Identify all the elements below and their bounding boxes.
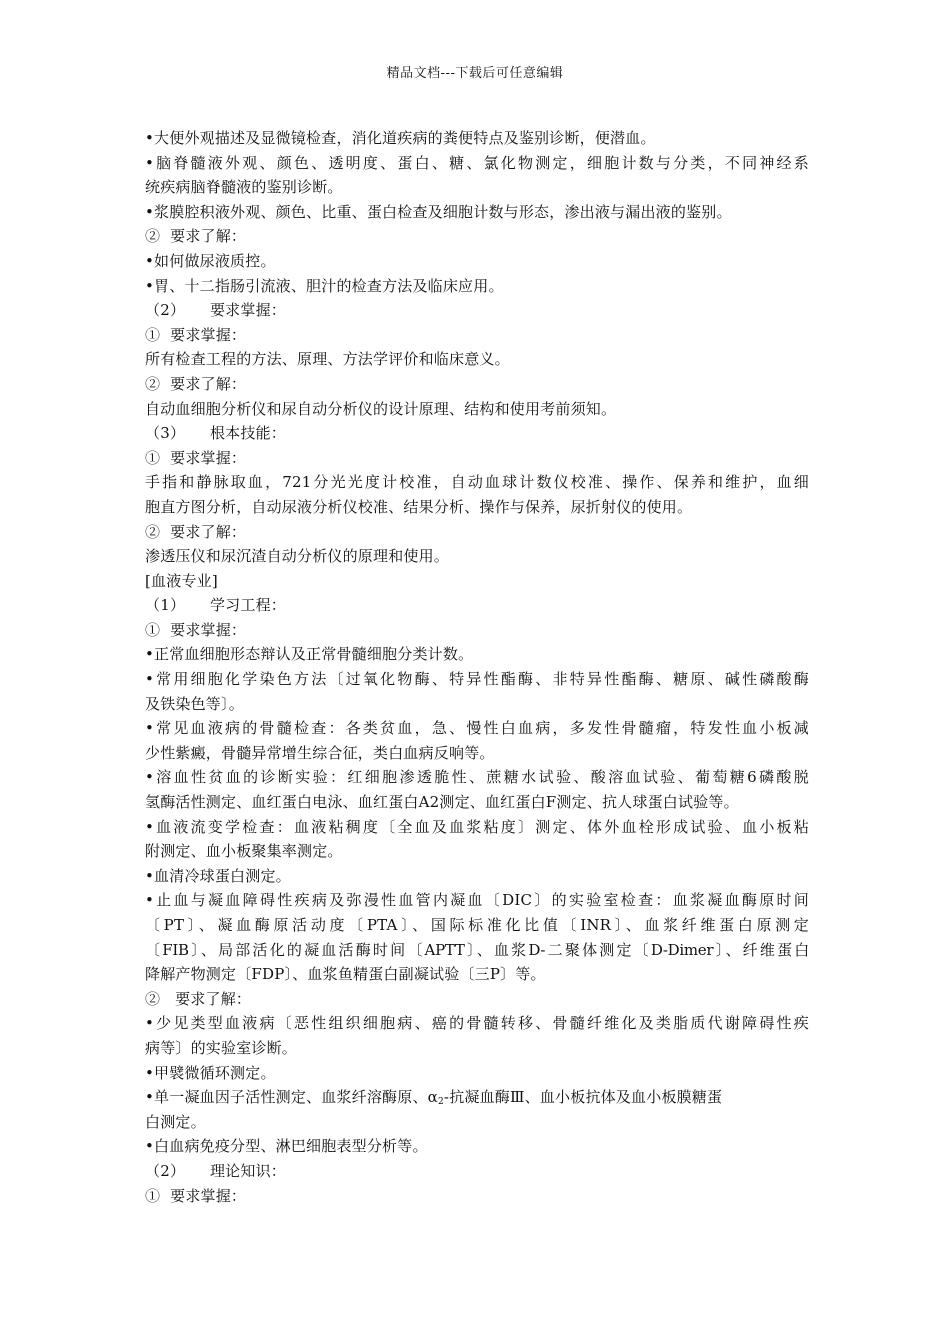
line-text: [血液专业] xyxy=(145,571,218,590)
line-text: 降解产物测定〔FDP〕、血浆鱼精蛋白副凝试验〔三P〕等。 xyxy=(145,965,546,984)
document-body xyxy=(145,126,809,1208)
text-line-l33 xyxy=(145,913,809,938)
line-text: ① 要求掌握： xyxy=(145,325,247,344)
text-line-l02 xyxy=(145,151,809,176)
line-text: ② 要求了解： xyxy=(145,522,247,541)
line-text: •白血病免疫分型、淋巴细胞表型分析等。 xyxy=(145,1137,428,1156)
line-text: （2） 理论知识： xyxy=(145,1161,286,1180)
text-line-l41 xyxy=(145,1110,809,1135)
text-line-l43 xyxy=(145,1159,809,1184)
text-line-l22 xyxy=(145,642,809,667)
line-text: •甲襞微循环测定。 xyxy=(145,1063,276,1082)
line-text: •溶血性贫血的诊断实验：红细胞渗透脆性、蔗糖水试验、酸溶血试验、葡萄糖6磷酸脱 xyxy=(145,768,809,787)
line-text: •大便外观描述及显微镜检查，消化道疾病的粪便特点及鉴别诊断，便潜血。 xyxy=(145,129,656,147)
line-text: •正常血细胞形态辩认及正常骨髓细胞分类计数。 xyxy=(145,645,474,664)
text-line-l10 xyxy=(145,347,809,372)
text-line-l01 xyxy=(145,126,809,151)
line-text: •如何做尿液质控。 xyxy=(145,251,276,270)
line-text: •胃、十二指肠引流液、胆汁的检查方法及临床应用。 xyxy=(145,276,504,295)
line-text: 所有检查工程的方法、原理、方法学评价和临床意义。 xyxy=(145,350,510,369)
text-line-l39 xyxy=(145,1061,809,1086)
text-line-l44 xyxy=(145,1184,809,1209)
line-text: •止血与凝血障碍性疾病及弥漫性血管内凝血〔DIC〕的实验室检查：血浆凝血酶原时间 xyxy=(145,891,809,910)
line-text: 少性紫癜，骨髓异常增生综合征，类白血病反响等。 xyxy=(145,743,495,762)
line-text: •单一凝血因子活性测定、血浆纤溶酶原、α xyxy=(145,1088,438,1107)
text-line-l21 xyxy=(145,618,809,643)
text-line-l05 xyxy=(145,224,809,249)
text-line-l25 xyxy=(145,716,809,741)
text-line-l12 xyxy=(145,397,809,422)
text-line-l08 xyxy=(145,298,809,323)
line-text: •血液流变学检查：血液粘稠度〔全血及血浆粘度〕测定、体外血栓形成试验、血小板粘 xyxy=(145,817,809,836)
text-line-l03 xyxy=(145,175,809,200)
line-text: •浆膜腔积液外观、颜色、比重、蛋白检查及细胞计数与形态，渗出液与漏出液的鉴别。 xyxy=(145,202,732,221)
text-line-l09 xyxy=(145,323,809,348)
line-text: 〔PT〕、凝血酶原活动度〔PTA〕、国际标准化比值〔INR〕、血浆纤维蛋白原测定 xyxy=(145,916,809,934)
line-text: ① 要求掌握： xyxy=(145,620,247,639)
line-text: ① 要求掌握： xyxy=(145,448,247,467)
line-text: •脑脊髓液外观、颜色、透明度、蛋白、糖、氯化物测定，细胞计数与分类，不同神经系 xyxy=(145,153,809,172)
line-text: •常用细胞化学染色方法〔过氧化物酶、特异性酯酶、非特异性酯酶、糖原、碱性磷酸酶 xyxy=(145,670,809,689)
text-line-l24 xyxy=(145,692,809,717)
line-text: 病等〕的实验室诊断。 xyxy=(145,1038,298,1057)
line-text: 氢酶活性测定、血红蛋白电泳、血红蛋白A2测定、血红蛋白F测定、抗人球蛋白试验等。 xyxy=(145,793,739,812)
text-line-l38 xyxy=(145,1036,809,1061)
line-text: （1） 学习工程： xyxy=(145,596,286,615)
line-text: 附测定、血小板聚集率测定。 xyxy=(145,842,343,861)
line-text: ① 要求掌握： xyxy=(145,1186,247,1205)
line-text: ② 要求了解： xyxy=(145,374,247,393)
line-text: 手指和静脉取血，721分光光度计校准，自动血球计数仪校准、操作、保养和维护，血细 xyxy=(145,473,809,492)
text-line-l30 xyxy=(145,839,809,864)
text-line-l31 xyxy=(145,864,809,889)
text-line-l29 xyxy=(145,815,809,840)
text-line-l16 xyxy=(145,495,809,520)
text-line-l32 xyxy=(145,888,809,913)
page-header xyxy=(0,66,950,82)
text-line-l35 xyxy=(145,962,809,987)
text-line-l26 xyxy=(145,741,809,766)
line-text: •常见血液病的骨髓检查：各类贫血，急、慢性白血病，多发性骨髓瘤，特发性血小板减 xyxy=(145,719,809,738)
text-line-l19 xyxy=(145,569,809,594)
line-text: 统疾病脑脊髓液的鉴别诊断。 xyxy=(145,178,343,197)
line-subscript: 2 xyxy=(437,1097,444,1108)
text-line-l23 xyxy=(145,667,809,692)
line-text: 白测定。 xyxy=(145,1112,206,1131)
line-text: ② 要求了解： xyxy=(145,227,247,246)
line-text: 胞直方图分析，自动尿液分析仪校准、结果分析、操作与保养，尿折射仪的使用。 xyxy=(145,497,693,516)
header-text: 精品文档---下载后可任意编辑 xyxy=(386,66,564,81)
line-text: （2） 要求掌握： xyxy=(145,301,286,320)
line-text-continued: -抗凝血酶Ⅲ、血小板抗体及血小板膜糖蛋 xyxy=(443,1088,723,1107)
text-line-l36 xyxy=(145,987,809,1012)
text-line-l11 xyxy=(145,372,809,397)
line-text: •血清冷球蛋白测定。 xyxy=(145,866,291,885)
text-line-l37 xyxy=(145,1011,809,1036)
text-line-l15 xyxy=(145,470,809,495)
text-line-l13 xyxy=(145,421,809,446)
line-text: 〔FIB〕、局部活化的凝血活酶时间〔APTT〕、血浆D-二聚体测定〔D-Dimer〕、纤维蛋白 xyxy=(145,940,809,959)
text-line-l28 xyxy=(145,790,809,815)
text-line-l34 xyxy=(145,938,809,963)
line-text: 及铁染色等〕。 xyxy=(145,694,244,713)
text-line-l27 xyxy=(145,765,809,790)
text-line-l18 xyxy=(145,544,809,569)
text-line-l06 xyxy=(145,249,809,274)
text-line-l42 xyxy=(145,1134,809,1159)
line-text: •少见类型血液病〔恶性组织细胞病、癌的骨髓转移、骨髓纤维化及类脂质代谢障碍性疾 xyxy=(145,1014,809,1033)
line-text: 自动血细胞分析仪和尿自动分析仪的设计原理、结构和使用考前须知。 xyxy=(145,399,617,418)
text-line-l17 xyxy=(145,520,809,545)
line-text: （3） 根本技能： xyxy=(145,424,286,443)
text-line-l40a xyxy=(145,1085,809,1110)
text-line-l07 xyxy=(145,274,809,299)
text-line-l04 xyxy=(145,200,809,225)
text-line-l14 xyxy=(145,446,809,471)
text-line-l20 xyxy=(145,593,809,618)
line-text: ② 要求了解： xyxy=(145,989,252,1008)
line-text: 渗透压仪和尿沉渣自动分析仪的原理和使用。 xyxy=(145,547,450,566)
